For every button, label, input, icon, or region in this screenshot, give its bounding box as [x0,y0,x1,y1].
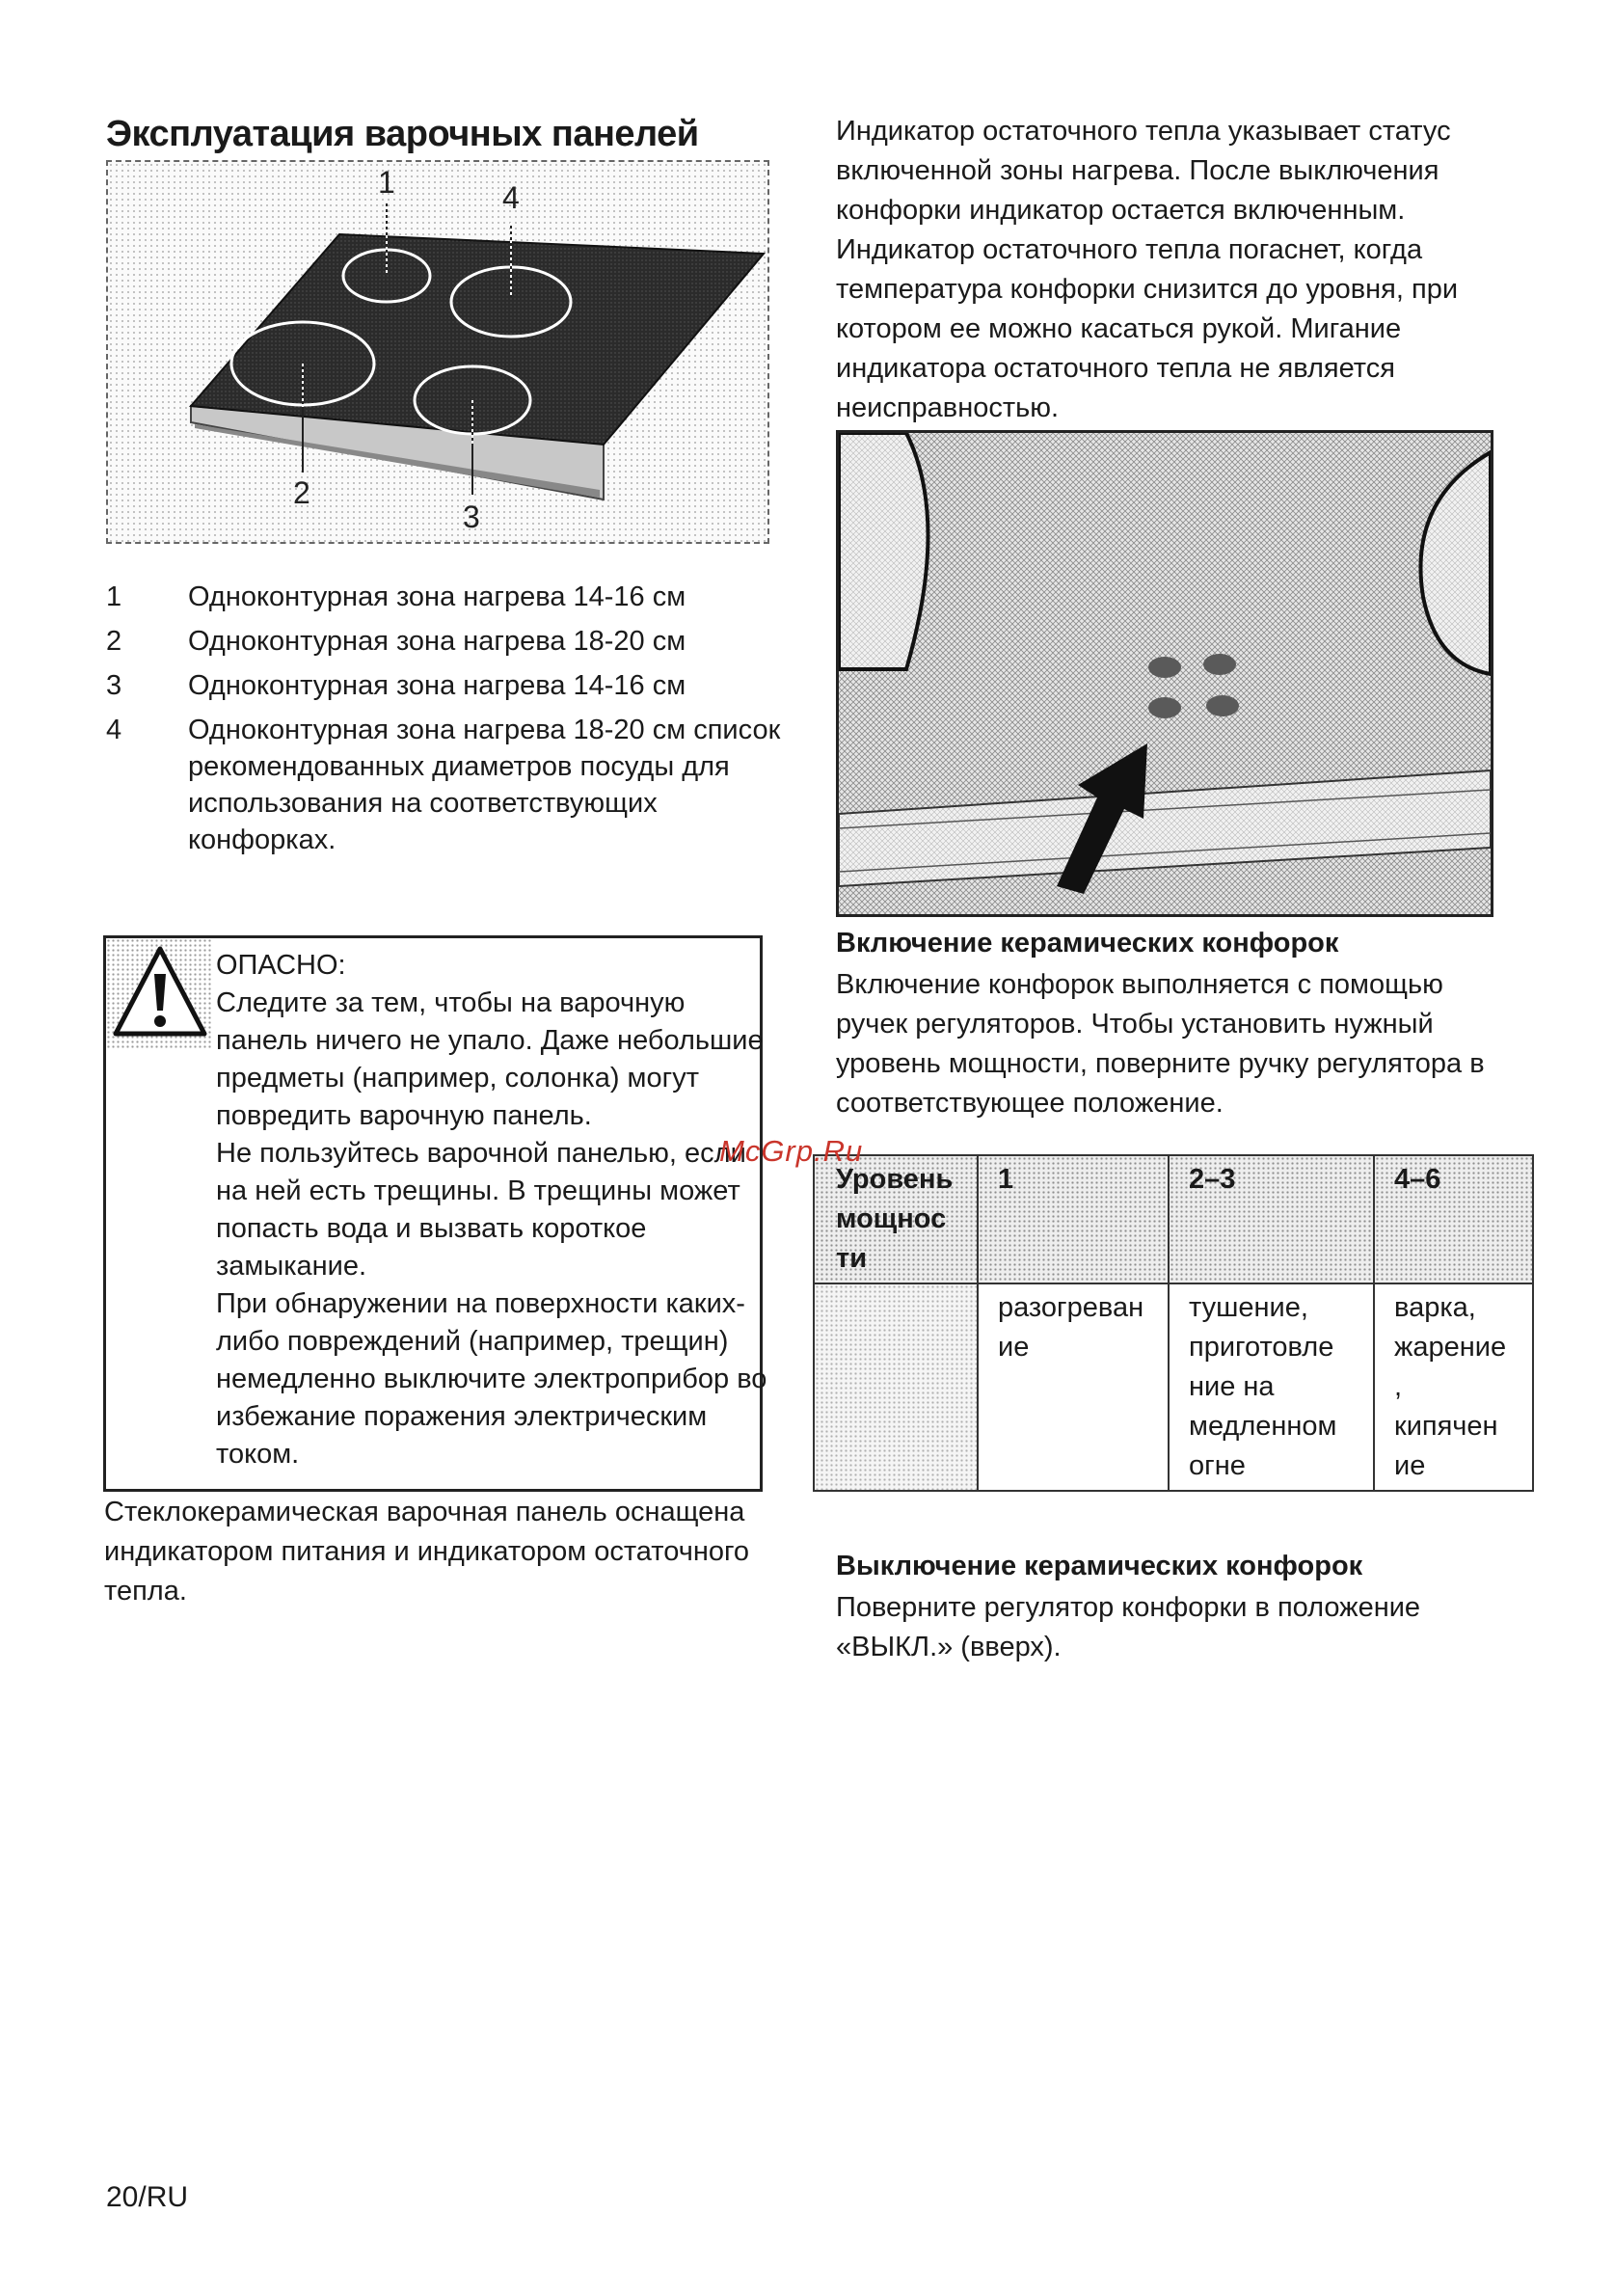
indicator-light [1148,657,1181,678]
warning-line: Не пользуйтесь варочной панелью, если [216,1138,746,1169]
legend-text: рекомендованных диаметров посуды для [188,751,730,782]
page-title: Эксплуатация варочных панелей [106,114,699,154]
callout-3: 3 [463,500,480,534]
paragraph-line: индикатора остаточного тепла не является [836,353,1395,384]
section-on-title: Включение керамических конфорок [836,928,1339,959]
hob-illustration [108,162,767,542]
paragraph-line: включенной зоны нагрева. После выключения [836,155,1439,186]
paragraph-line: Индикатор остаточного тепла погаснет, когда [836,234,1423,265]
paragraph-line: Поверните регулятор конфорки в положение [836,1592,1421,1623]
paragraph-line: Включение конфорок выполняется с помощью [836,969,1443,1000]
table-row [814,1283,1533,1491]
warning-line: током. [216,1439,300,1470]
callout-2: 2 [293,475,310,510]
callout-4: 4 [502,180,520,215]
callout-1: 1 [378,165,395,200]
glass-ceramic-paragraph [104,1493,749,1611]
warning-line: предметы (например, солонка) могут [216,1063,699,1094]
page-number: 20/RU [106,2181,189,2213]
indicator-light [1148,697,1181,718]
warning-triangle-icon [112,943,208,1040]
section-off-title: Выключение керамических конфорок [836,1551,1363,1581]
warning-line: повредить варочную панель. [216,1100,592,1131]
table-cell: тушение, приготовле ние на медленном огне [1169,1283,1374,1491]
warning-line: либо повреждений (например, трещин) [216,1326,729,1357]
legend-text: Одноконтурная зона нагрева 18-20 см список [188,715,781,745]
table-cell: разогреван ие [978,1283,1169,1491]
table-header-cell: 4–6 [1374,1155,1533,1283]
indicator-light [1203,654,1236,675]
legend-number: 4 [106,715,122,745]
table-cell: варка, жарение , кипячен ие [1374,1283,1533,1491]
paragraph-line: тепла. [104,1576,187,1607]
power-level-table [813,1154,1534,1492]
paragraph-line: ручек регуляторов. Чтобы установить нужный [836,1009,1434,1040]
residual-heat-paragraph [836,112,1458,428]
legend-text: конфорках. [188,824,336,855]
paragraph-line: соответствующее положение. [836,1088,1224,1119]
warning-line: избежание поражения электрическим [216,1401,708,1432]
warning-line: немедленно выключите электроприбор во [216,1364,767,1394]
warning-line: Следите за тем, чтобы на варочную [216,987,686,1018]
paragraph-line: температура конфорки снизится до уровня, при [836,274,1459,305]
legend-text: Одноконтурная зона нагрева 18-20 см [188,626,686,657]
paragraph-line: неисправностью. [836,392,1060,423]
warning-line: попасть вода и вызвать короткое [216,1213,647,1244]
paragraph-line: индикатором питания и индикатором остаточного [104,1536,750,1567]
legend-text: использования на соответствующих [188,788,658,819]
legend-number: 1 [106,581,122,612]
warning-line: панель ничего не упало. Даже небольшие [216,1025,764,1056]
legend-text: Одноконтурная зона нагрева 14-16 см [188,670,686,701]
warning-line: на ней есть трещины. В трещины может [216,1175,740,1206]
table-header-row [814,1155,1533,1283]
table-cell [814,1283,978,1491]
section-on-text [836,965,1485,1123]
warning-title: ОПАСНО: [216,950,346,981]
legend-number: 3 [106,670,122,701]
indicator-light [1206,695,1239,716]
table-header-cell: 2–3 [1169,1155,1374,1283]
indicator-diagram [836,430,1493,917]
warning-content [216,947,767,1473]
warning-line: При обнаружении на поверхности каких- [216,1288,745,1319]
table-header-cell: Уровень мощнос ти [814,1155,978,1283]
watermark: McGrp.Ru [719,1134,864,1168]
warning-line: замыкание. [216,1251,367,1282]
paragraph-line: конфорки индикатор остается включенным. [836,195,1406,226]
indicator-illustration [839,433,1491,914]
hob-diagram [106,160,769,544]
paragraph-line: котором ее можно касаться рукой. Мигание [836,313,1402,344]
section-off-text [836,1588,1420,1667]
paragraph-line: уровень мощности, поверните ручку регулятора в [836,1048,1485,1079]
paragraph-line: Стеклокерамическая варочная панель оснащена [104,1497,745,1527]
legend-text: Одноконтурная зона нагрева 14-16 см [188,581,686,612]
paragraph-line: «ВЫКЛ.» (вверх). [836,1632,1062,1662]
paragraph-line: Индикатор остаточного тепла указывает статус [836,116,1451,147]
table-header-cell: 1 [978,1155,1169,1283]
legend-number: 2 [106,626,122,657]
